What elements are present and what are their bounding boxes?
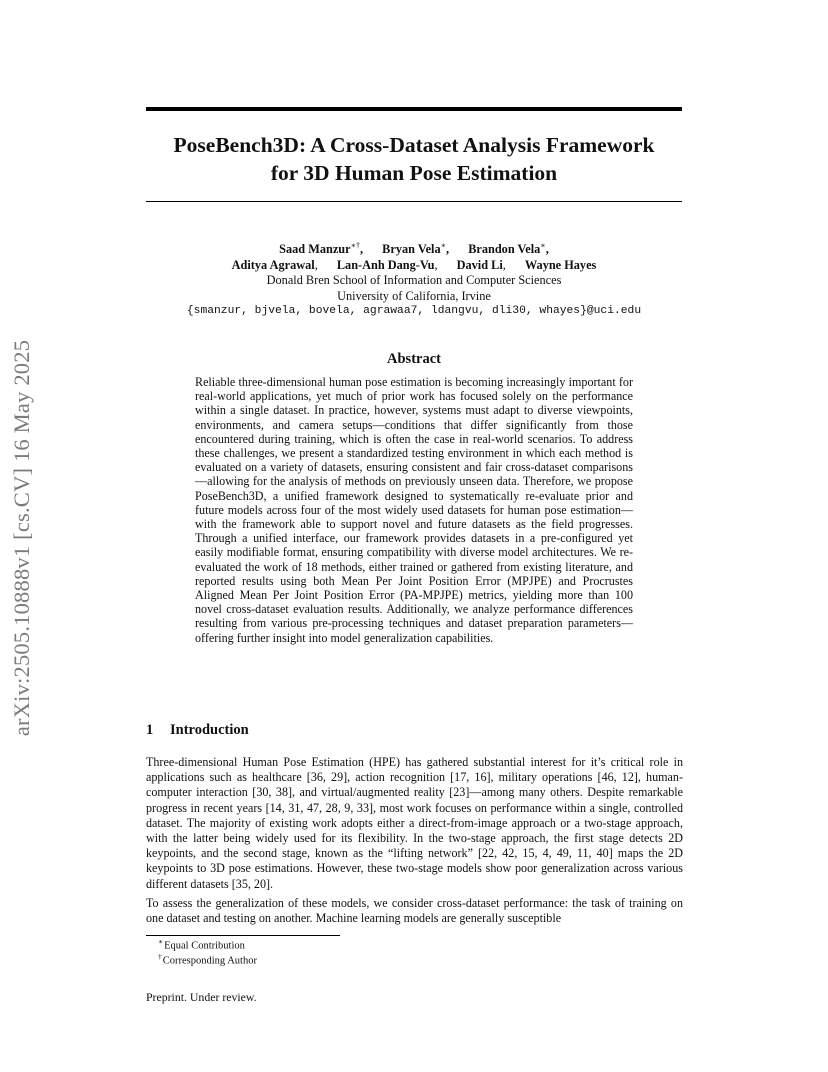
- intro-paragraph-2: To assess the generalization of these models, we consider cross-dataset performance: the task of training on one dataset and testing on another. Machine learning models are generally susceptible: [146, 896, 683, 926]
- title-rule-top: [146, 107, 682, 111]
- author-name: Bryan Vela: [382, 242, 441, 257]
- author-name: Saad Manzur: [279, 242, 351, 257]
- author-sep: ,: [314, 257, 318, 272]
- footnote-text: Corresponding Author: [162, 955, 257, 967]
- section-title: Introduction: [170, 722, 249, 738]
- author-name: Lan-Anh Dang-Vu: [336, 257, 435, 272]
- preprint-notice: Preprint. Under review.: [146, 990, 257, 1004]
- author-mark: ∗†: [350, 241, 361, 250]
- author-name: Brandon Vela: [468, 242, 541, 257]
- author-sep: ,: [545, 242, 549, 257]
- author-sep: ,: [434, 257, 438, 272]
- title-rule-bottom: [146, 201, 682, 202]
- footnote-rule: [146, 935, 340, 936]
- intro-paragraph-1: Three-dimensional Human Pose Estimation (HPE) has gathered substantial interest for it’s critical role in applications such as healthcare [36, 29], action recognition [17, 16], military operations [46, 12], human-computer interaction [30, 38], and virtual/augmented reality [23]—among many others. Despite remarkable progress in recent years [14, 31, 47, 28, 9, 33], most work focuses on performance within a single, controlled dataset. The majority of existing work adopts either a direct-from-image approach or a two-stage approach, with the latter being widely used for its flexibility. In the two-stage approach, the first stage detects 2D keypoints, and the second stage, known as the “lifting network” [22, 42, 15, 4, 49, 11, 40] maps the 2D keypoints to 3D pose estimations. However, these two-stage models show poor generalization across various different datasets [35, 20].: [146, 755, 683, 891]
- footnote-text: Equal Contribution: [164, 940, 245, 952]
- paper-title: [146, 131, 682, 187]
- footnote-mark: ∗: [158, 937, 164, 946]
- author-sep: ,: [360, 242, 364, 257]
- abstract-heading: Abstract: [387, 351, 441, 367]
- section-heading-introduction: [146, 722, 249, 739]
- title-line-2: for 3D Human Pose Estimation: [270, 161, 558, 185]
- footnote-mark: †: [158, 952, 162, 961]
- author-name: Wayne Hayes: [524, 257, 597, 272]
- author-mark: ∗: [440, 241, 447, 250]
- author-name: Aditya Agrawal: [231, 257, 315, 272]
- author-row-1: [146, 238, 682, 258]
- author-sep: ,: [446, 242, 450, 257]
- affiliation-line-2: University of California, Irvine: [337, 288, 491, 303]
- author-mark: ∗: [540, 241, 546, 250]
- arxiv-id-text: arXiv:2505.10888v1 [cs.CV] 16 May 2025: [9, 339, 34, 736]
- footnote-1: [158, 937, 245, 952]
- author-row-2: [146, 258, 682, 274]
- author-block: [146, 238, 682, 320]
- title-line-1: PoseBench3D: A Cross-Dataset Analysis Framework: [173, 133, 655, 157]
- arxiv-identifier: [0, 295, 44, 780]
- affiliation-line-1: Donald Bren School of Information and Computer Sciences: [266, 273, 562, 288]
- section-number: 1: [146, 722, 154, 738]
- author-sep: ,: [502, 257, 506, 272]
- footnote-2: [158, 952, 257, 967]
- author-emails: {smanzur, bjvela, bovela, agrawaa7, ldangvu, dli30, whayes}@uci.edu: [186, 305, 642, 318]
- author-name: David Li: [456, 257, 503, 272]
- abstract-text: Reliable three-dimensional human pose estimation is becoming increasingly important for real-world applications, yet much of prior work has focused solely on the performance within a single dataset. In practice, however, systems must adapt to diverse viewpoints, environments, and camera setups—conditions that differ significantly from those encountered during training, which is often the case in real-world scenarios. To address these challenges, we present a standardized testing environment in which each method is evaluated on a variety of datasets, ensuring consistent and fair cross-dataset comparisons—allowing for the analysis of methods on previously unseen data. Therefore, we propose PoseBench3D, a unified framework designed to systematically re-evaluate prior and future models across four of the most widely used datasets for human pose estimation—with the framework able to support novel and future datasets as the field progresses. Through a unified interface, our framework provides datasets in a pre-configured yet easily modifiable format, ensuring compatibility with diverse model architectures. We re-evaluated the work of 18 methods, either trained or gathered from existing literature, and reported results using both Mean Per Joint Position Error (MPJPE) and Procrustes Aligned Mean Per Joint Position Error (PA-MPJPE) metrics, yielding more than 100 novel cross-dataset evaluation results. Additionally, we analyze performance differences resulting from various pre-processing techniques and dataset preparation parameters—offering further insight into model generalization capabilities.: [195, 375, 633, 645]
